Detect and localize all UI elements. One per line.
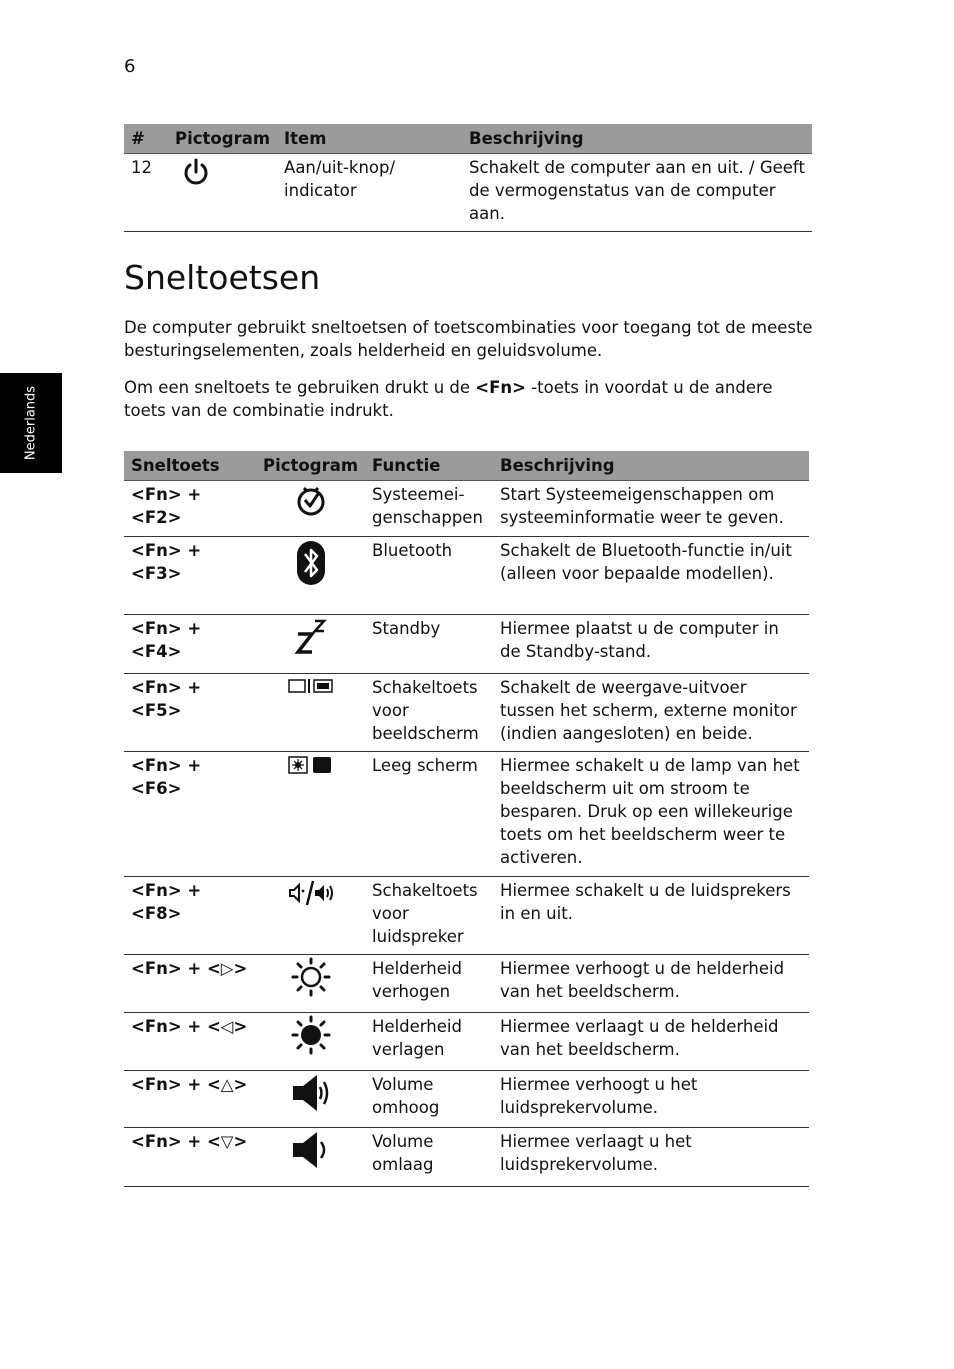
table-row xyxy=(124,752,809,877)
header-item: Item xyxy=(277,124,462,154)
hotkey-icon-cell xyxy=(256,877,365,955)
table-row xyxy=(124,154,812,232)
hotkey-label: <Fn> + <F6> xyxy=(124,752,256,877)
hotkey-function: Leeg scherm xyxy=(365,752,493,877)
hotkey-function: Schakeltoets voor luidspreker xyxy=(365,877,493,955)
row-number: 12 xyxy=(124,154,168,232)
header-description: Beschrijving xyxy=(493,451,809,481)
table-row xyxy=(124,877,809,955)
header-number: # xyxy=(124,124,168,154)
hotkey-description: Hiermee verhoogt u het luidsprekervolume. xyxy=(493,1071,809,1128)
hotkey-description: Hiermee schakelt u de luidsprekers in en uit. xyxy=(493,877,809,955)
table-row xyxy=(124,615,809,674)
hotkey-description: Hiermee verlaagt u de helderheid van het beeldscherm. xyxy=(493,1013,809,1071)
hotkey-icon-cell xyxy=(256,1013,365,1071)
hotkey-label: <Fn> + <F2> xyxy=(124,481,256,537)
table-row xyxy=(124,537,809,615)
language-side-tab xyxy=(0,373,62,473)
hotkey-function: Helderheid verhogen xyxy=(365,955,493,1013)
hotkey-function: Standby xyxy=(365,615,493,674)
page-title: Sneltoetsen xyxy=(124,258,321,297)
brightness-down-icon xyxy=(291,1015,331,1055)
hotkey-description: Hiermee verhoogt u de helderheid van het beeldscherm. xyxy=(493,955,809,1013)
hotkey-function: Bluetooth xyxy=(365,537,493,615)
table-row xyxy=(124,1071,809,1128)
hotkey-icon-cell xyxy=(256,481,365,537)
header-function: Functie xyxy=(365,451,493,481)
hotkey-description: Schakelt de weergave-uitvoer tussen het scherm, externe monitor (indien aangesloten) en beide. xyxy=(493,674,809,752)
hotkey-function: Volume omlaag xyxy=(365,1128,493,1187)
side-tab-label: Nederlands xyxy=(23,385,39,461)
bluetooth-icon xyxy=(294,539,328,587)
standby-icon xyxy=(294,617,328,655)
hotkey-description: Hiermee verlaagt u het luidsprekervolume. xyxy=(493,1128,809,1187)
row-icon-cell xyxy=(168,154,277,232)
header-hotkey: Sneltoets xyxy=(124,451,256,481)
brightness-up-icon xyxy=(291,957,331,997)
table-row xyxy=(124,955,809,1013)
hotkey-function: Systeemei-genschappen xyxy=(365,481,493,537)
hotkey-function: Helderheid verlagen xyxy=(365,1013,493,1071)
hotkey-table xyxy=(124,451,809,1187)
hotkey-icon-cell xyxy=(256,674,365,752)
screen-blank-icon xyxy=(287,754,335,776)
table-header-row xyxy=(124,451,809,481)
hotkey-icon-cell xyxy=(256,1071,365,1128)
component-table xyxy=(124,124,812,232)
volume-down-icon xyxy=(291,1130,331,1170)
hotkey-description: Hiermee plaatst u de computer in de Standby-stand. xyxy=(493,615,809,674)
hotkey-icon-cell xyxy=(256,752,365,877)
speaker-toggle-icon xyxy=(287,879,335,907)
fn-usage-text-after: -toets in voordat u de andere toets van de combinatie indrukt. xyxy=(124,378,773,420)
volume-up-icon xyxy=(291,1073,331,1113)
table-row xyxy=(124,1013,809,1071)
hotkey-icon-cell xyxy=(256,537,365,615)
hotkey-label: <Fn> + <▷> xyxy=(124,955,256,1013)
fn-key-label: <Fn> xyxy=(475,378,526,397)
hotkey-function: Schakeltoets voor beeldscherm xyxy=(365,674,493,752)
hotkey-label: <Fn> + <F3> xyxy=(124,537,256,615)
row-description: Schakelt de computer aan en uit. / Geeft de vermogenstatus van de computer aan. xyxy=(462,154,812,232)
hotkey-description: Hiermee schakelt u de lamp van het beeldscherm uit om stroom te besparen. Druk op een willekeurige toets om het beeldscherm weer te activeren. xyxy=(493,752,809,877)
fn-usage-paragraph xyxy=(124,376,814,422)
fn-usage-text-before: Om een sneltoets te gebruiken drukt u de xyxy=(124,378,476,397)
system-properties-icon xyxy=(294,483,328,517)
hotkey-icon-cell xyxy=(256,615,365,674)
hotkey-description: Schakelt de Bluetooth-functie in/uit (alleen voor bepaalde modellen). xyxy=(493,537,809,615)
header-description: Beschrijving xyxy=(462,124,812,154)
hotkey-label: <Fn> + <△> xyxy=(124,1071,256,1128)
row-item: Aan/uit-knop/ indicator xyxy=(277,154,462,232)
hotkey-icon-cell xyxy=(256,1128,365,1187)
hotkey-label: <Fn> + <F4> xyxy=(124,615,256,674)
hotkey-label: <Fn> + <F5> xyxy=(124,674,256,752)
display-toggle-icon xyxy=(287,676,335,696)
header-pictogram: Pictogram xyxy=(256,451,365,481)
table-row xyxy=(124,1128,809,1187)
hotkey-icon-cell xyxy=(256,955,365,1013)
page-number: 6 xyxy=(124,56,136,77)
hotkey-description: Start Systeemeigenschappen om systeeminformatie weer te geven. xyxy=(493,481,809,537)
header-pictogram: Pictogram xyxy=(168,124,277,154)
hotkey-label: <Fn> + <◁> xyxy=(124,1013,256,1071)
table-header-row xyxy=(124,124,812,154)
hotkey-label: <Fn> + <▽> xyxy=(124,1128,256,1187)
table-row xyxy=(124,674,809,752)
hotkey-label: <Fn> + <F8> xyxy=(124,877,256,955)
table-row xyxy=(124,481,809,537)
intro-paragraph: De computer gebruikt sneltoetsen of toetscombinaties voor toegang tot de meeste besturingselementen, zoals helderheid en geluidsvolume. xyxy=(124,318,813,360)
hotkey-function: Volume omhoog xyxy=(365,1071,493,1128)
power-icon xyxy=(180,156,212,190)
